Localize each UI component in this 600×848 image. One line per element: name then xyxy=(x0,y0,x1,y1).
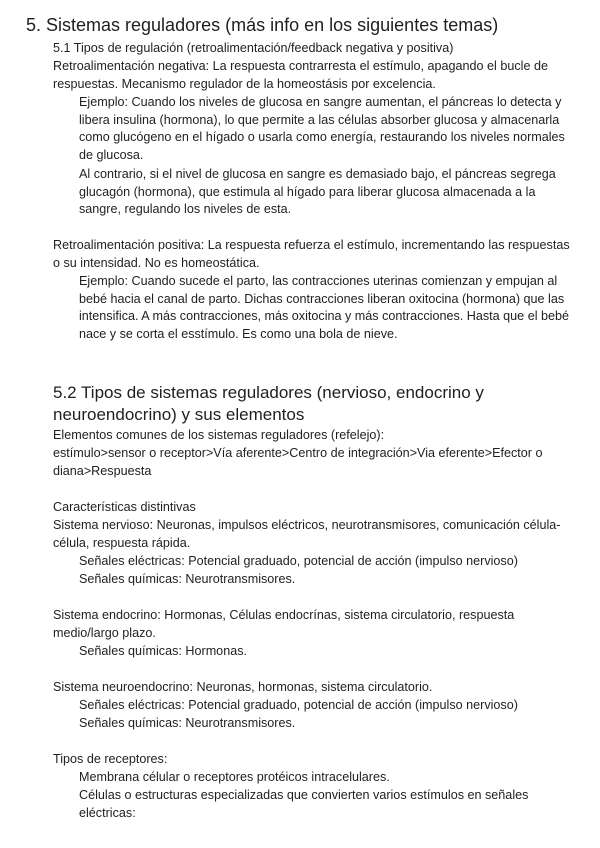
positive-feedback-definition: Retroalimentación positiva: La respuesta refuerza el estímulo, incrementando las respuestas o su intensidad. No es homeostática. xyxy=(53,238,570,270)
common-elements-heading: Elementos comunes de los sistemas reguladores (refelejo): xyxy=(53,428,385,442)
distinct-features-heading: Características distintivas xyxy=(53,500,196,514)
section-5-title: 5. Sistemas reguladores (más info en los siguientes temas) xyxy=(26,15,499,35)
receptor-type-membrane: Membrana célular o receptores protéicos intracelulares. xyxy=(79,770,390,784)
neuroendocrine-system-definition: Sistema neuroendocrino: Neuronas, hormonas, sistema circulatorio. xyxy=(53,680,433,694)
section-5-2-title: 5.2 Tipos de sistemas reguladores (nervioso, endocrino y neuroendocrino) y sus elementos xyxy=(53,383,484,424)
nervous-chemical-signals: Señales químicas: Neurotransmisores. xyxy=(79,572,296,586)
receptor-types-heading: Tipos de receptores: xyxy=(53,752,168,766)
neuroendocrine-chemical-signals: Señales químicas: Neurotransmisores. xyxy=(79,716,296,730)
endocrine-chemical-signals: Señales químicas: Hormonas. xyxy=(79,644,247,658)
neuroendocrine-electric-signals: Señales eléctricas: Potencial graduado, potencial de acción (impulso nervioso) xyxy=(79,698,518,712)
receptor-type-specialized-cells: Células o estructuras especializadas que convierten varios estímulos en señales eléctricas: xyxy=(79,788,529,820)
endocrine-system-definition: Sistema endocrino: Hormonas, Células endocrínas, sistema circulatorio, respuesta medio/largo plazo. xyxy=(53,608,515,640)
nervous-system-definition: Sistema nervioso: Neuronas, impulsos eléctricos, neurotransmisores, comunicación célula-célula, respuesta rápida. xyxy=(53,518,561,550)
negative-feedback-definition: Retroalimentación negativa: La respuesta contrarresta el estímulo, apagando el bucle de respuestas. Mecanismo regulador de la homeostásis por excelencia. xyxy=(53,59,548,91)
section-5-1-heading: 5.1 Tipos de regulación (retroalimentación/feedback negativa y positiva) xyxy=(53,41,454,55)
common-elements-chain: estímulo>sensor o receptor>Vía aferente>Centro de integración>Via eferente>Efector o diana>Respuesta xyxy=(53,446,543,478)
nervous-electric-signals: Señales eléctricas: Potencial graduado, potencial de acción (impulso nervioso) xyxy=(79,554,518,568)
negative-feedback-example-glucagon: Al contrario, si el nivel de glucosa en sangre es demasiado bajo, el páncreas segrega glucagón (hormona), que estimula al hígado para liberar glucosa almacenada a la sangre, regulando los niveles de esta. xyxy=(79,167,556,217)
negative-feedback-example-insulin: Ejemplo: Cuando los niveles de glucosa en sangre aumentan, el páncreas lo detecta y libera insulina (hormona), lo que permite a las células absorber glucosa y almacenarla como glucógeno en el hígado o usarla como energía, restaurando los niveles normales de glucosa. xyxy=(79,95,565,162)
positive-feedback-example: Ejemplo: Cuando sucede el parto, las contracciones uterinas comienzan y empujan al bebé hacia el canal de parto. Dichas contracciones liberan oxitocina (hormona) que las intensifica. A más contracciones, más oxitocina y más contracciones. Hasta que el bebé nace y se corta el esstímulo. Es como una bola de nieve. xyxy=(79,274,570,341)
